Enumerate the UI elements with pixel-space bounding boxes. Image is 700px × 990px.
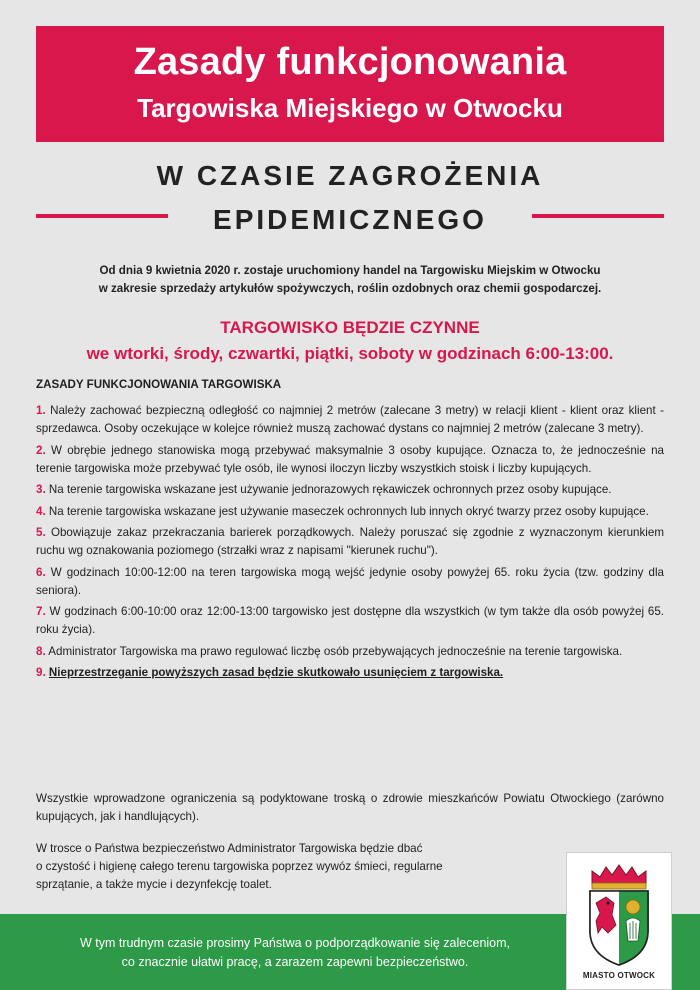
opening-days: we wtorki, środy, czwartki, piątki, soboty w godzinach 6:00-13:00. [86,344,614,363]
crest-label: MIASTO OTWOCK [582,971,656,980]
intro-line1: Od dnia 9 kwietnia 2020 r. zostaje uruchomiony handel na Targowisku Miejskim w Otwocku [99,264,601,277]
rule-text: W godzinach 6:00-10:00 oraz 12:00-13:00 targowisko jest dostępne dla wszystkich (w tym także dla osób powyżej 65. roku życia). [36,605,664,636]
rule-item [36,503,664,521]
otwock-coat-of-arms-icon [584,863,654,967]
closing-paragraph-2-line2: o czystość i higienę całego terenu targowiska poprzez wywóz śmieci, regularne [36,860,443,873]
rule-number: 4. [36,504,46,518]
rule-number: 6. [36,565,46,579]
rule-item [36,664,664,682]
footer-line1: W tym trudnym czasie prosimy Państwa o podporządkowanie się zaleceniom, [79,936,511,950]
rule-item [36,442,664,478]
rule-text: W obrębie jednego stanowiska mogą przebywać maksymalnie 3 osoby kupujące. Oznacza to, że jednocześnie na terenie targowiska może przebywać tyle osób, ile wynosi iloczyn liczby wszystkich stoisk i liczby kupujących. [36,443,664,475]
subtitle-divider-right [532,214,664,218]
rule-item [36,402,664,438]
closing-paragraph-2-line3: sprzątanie, a także mycie i dezynfekcję toalet. [36,878,272,891]
rule-number: 2. [36,443,46,457]
page-title: Zasady funkcjonowania [133,41,567,83]
rules-heading: ZASADY FUNKCJONOWANIA TARGOWISKA [36,378,282,391]
rule-item [36,643,664,661]
rule-item [36,481,664,499]
rule-text: Administrator Targowiska ma prawo regulować liczbę osób przebywających jednocześnie na terenie targowiska. [48,644,623,658]
footer-text [0,934,590,972]
opening-title: TARGOWISKO BĘDZIE CZYNNE [220,318,480,337]
rule-text-warning: Nieprzestrzeganie powyższych zasad będzie skutkowało usunięciem z targowiska. [48,666,504,679]
rule-text: Na terenie targowiska wskazane jest używanie maseczek ochronnych lub innych okryć twarzy przez osoby kupujące. [48,504,649,518]
rule-number: 9. [36,666,46,679]
rule-number: 7. [36,605,46,618]
intro-text [36,262,664,298]
rule-text: Należy zachować bezpieczną odległość co najmniej 2 metrów (zalecane 3 metry) w relacji klient - klient oraz klient - sprzedawca. Osoby oczekujące w kolejce również muszą zachować dystans co najmniej 2 metrów (zalecane 3 metry). [36,404,664,435]
footer-line2: co znacznie ułatwi pracę, a zarazem zapewni bezpieczeństwo. [121,955,469,969]
closing-paragraph-1: Wszystkie wprowadzone ograniczenia są podyktowane troską o zdrowie mieszkańców Powiatu Otwockiego (zarówno kupujących, jak i handlujących). [36,792,664,823]
subtitle-line2: EPIDEMICZNEGO [213,204,487,235]
rule-text: Obowiązuje zakaz przekraczania barierek porządkowych. Należy poruszać się zgodnie z wyznaczonym kierunkiem ruchu wg oznakowania poziomego (strzałki wraz z napisami "kierunek ruchu"). [36,526,664,557]
city-crest-card [566,852,672,990]
subtitle-divider-left [36,214,168,218]
rule-text: Na terenie targowiska wskazane jest używanie jednorazowych rękawiczek ochronnych przez osoby kupujące. [48,483,612,496]
closing-paragraph-2 [36,840,556,894]
rule-number: 8. [36,644,46,658]
rule-item [36,524,664,560]
rule-text: W godzinach 10:00-12:00 na teren targowiska mogą wejść jedynie osoby powyżej 65. roku życia (tzw. godziny dla seniora). [36,565,664,597]
rule-number: 1. [36,404,46,417]
page-title-line2: Targowiska Miejskiego w Otwocku [137,93,563,123]
subtitle-line1: W CZASIE ZAGROŻENIA [156,160,544,191]
closing-paragraph-2-line1: W trosce o Państwa bezpieczeństwo Administrator Targowiska będzie dbać [36,842,423,855]
subtitle [0,154,700,242]
intro-line2: w zakresie sprzedaży artykułów spożywczych, roślin ozdobnych oraz chemii gospodarczej. [98,282,602,295]
rule-number: 5. [36,526,46,539]
rule-item [36,564,664,600]
rule-number: 3. [36,483,46,496]
rule-item [36,603,664,639]
rules-list [36,402,664,686]
title-banner [36,26,664,142]
